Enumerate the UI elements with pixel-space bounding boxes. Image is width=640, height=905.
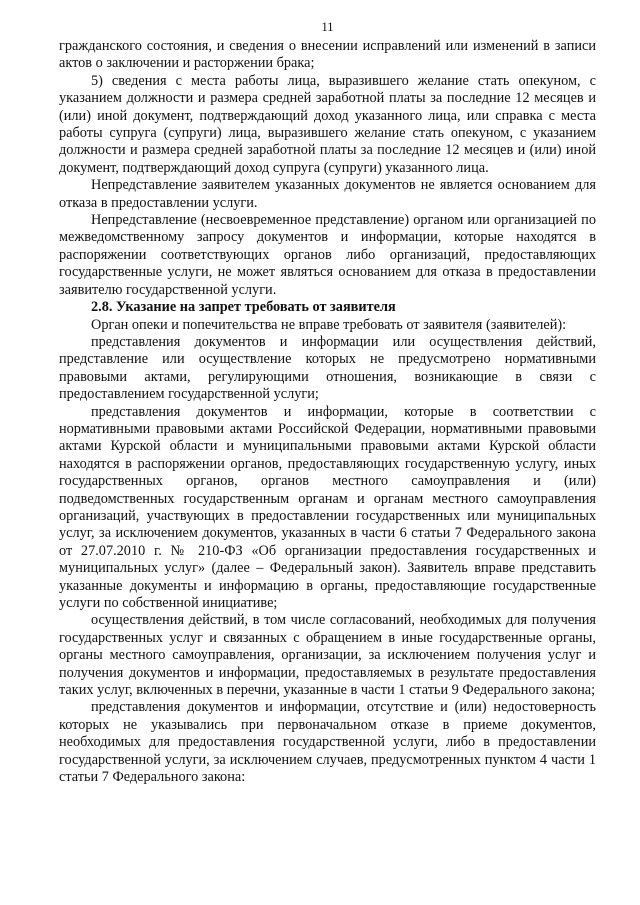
paragraph: 5) сведения с места работы лица, выразившего желание стать опекуном, с указанием должности и размера средней заработной платы за последние 12 месяцев и (или) иной документ, подтверждающий доход указанного лица, или справка с места работы супруга (супруги) лица, выразившего желание стать опекуном, с указанием должности и размера средней заработной платы за последние 12 месяцев и (или) иной документ, подтверждающий доход супруга (супруги) указанного лица. bbox=[59, 72, 596, 176]
page-number: 11 bbox=[321, 20, 334, 34]
top-paragraphs bbox=[59, 38, 596, 299]
section-paragraphs bbox=[59, 317, 596, 787]
paragraph: представления документов и информации, которые в соответствии с нормативными правовыми актами Российской Федерации, нормативными правовыми актами Курской области и муниципальными правовыми актами Курской области находятся в распоряжении органов, предоставляющих государственную услугу, иных государственных органов, органов местного самоуправления и (или) подведомственных государственным органам и органам местного самоуправления организаций, участвующих в предоставлении государственных или муниципальных услуг, за исключением документов, указанных в части 6 статьи 7 Федерального закона от 27.07.2010 г. № 210-ФЗ «Об организации предоставления государственных и муниципальных услуг» (далее – Федеральный закон). Заявитель вправе представить указанные документы и информацию в органы, предоставляющие государственные услуги по собственной инициативе; bbox=[59, 403, 596, 611]
paragraph: Орган опеки и попечительства не вправе требовать от заявителя (заявителей): bbox=[91, 316, 567, 333]
paragraph: представления документов и информации, отсутствие и (или) недостоверность которых не указывались при первоначальном отказе в приеме документов, необходимых для предоставления государственной услуги, либо в предоставлении государственной услуги, за исключением случаев, предусмотренных пунктом 4 части 1 статьи 7 Федерального закона: bbox=[59, 699, 596, 786]
paragraph: представления документов и информации или осуществления действий, представление или осуществление которых не предусмотрено нормативными правовыми актами, регулирующими отношения, возникающие в связи с предоставлением государственной услуги; bbox=[59, 333, 596, 403]
paragraph: Непредставление заявителем указанных документов не является основанием для отказа в предоставлении услуги. bbox=[59, 177, 596, 211]
paragraph: гражданского состояния, и сведения о внесении исправлений или изменений в записи актов о заключении и расторжении брака; bbox=[59, 38, 596, 72]
section-heading: 2.8. Указание на запрет требовать от заявителя bbox=[91, 299, 396, 316]
paragraph: осуществления действий, в том числе согласований, необходимых для получения государственных услуг и связанных с обращением в иные государственные органы, органы местного самоуправления, организации, за исключением получения услуг и получения документов и информации, предоставляемых в результате предоставления таких услуг, включенных в перечни, указанные в части 1 статьи 9 Федерального закона; bbox=[59, 612, 596, 699]
paragraph: Непредставление (несвоевременное представление) органом или организацией по межведомственному запросу документов и информации, которые находятся в распоряжении соответствующих органов либо организаций, предоставляющих государственные услуги, не может являться основанием для отказа в предоставлении заявителю государственной услуги. bbox=[59, 212, 596, 298]
